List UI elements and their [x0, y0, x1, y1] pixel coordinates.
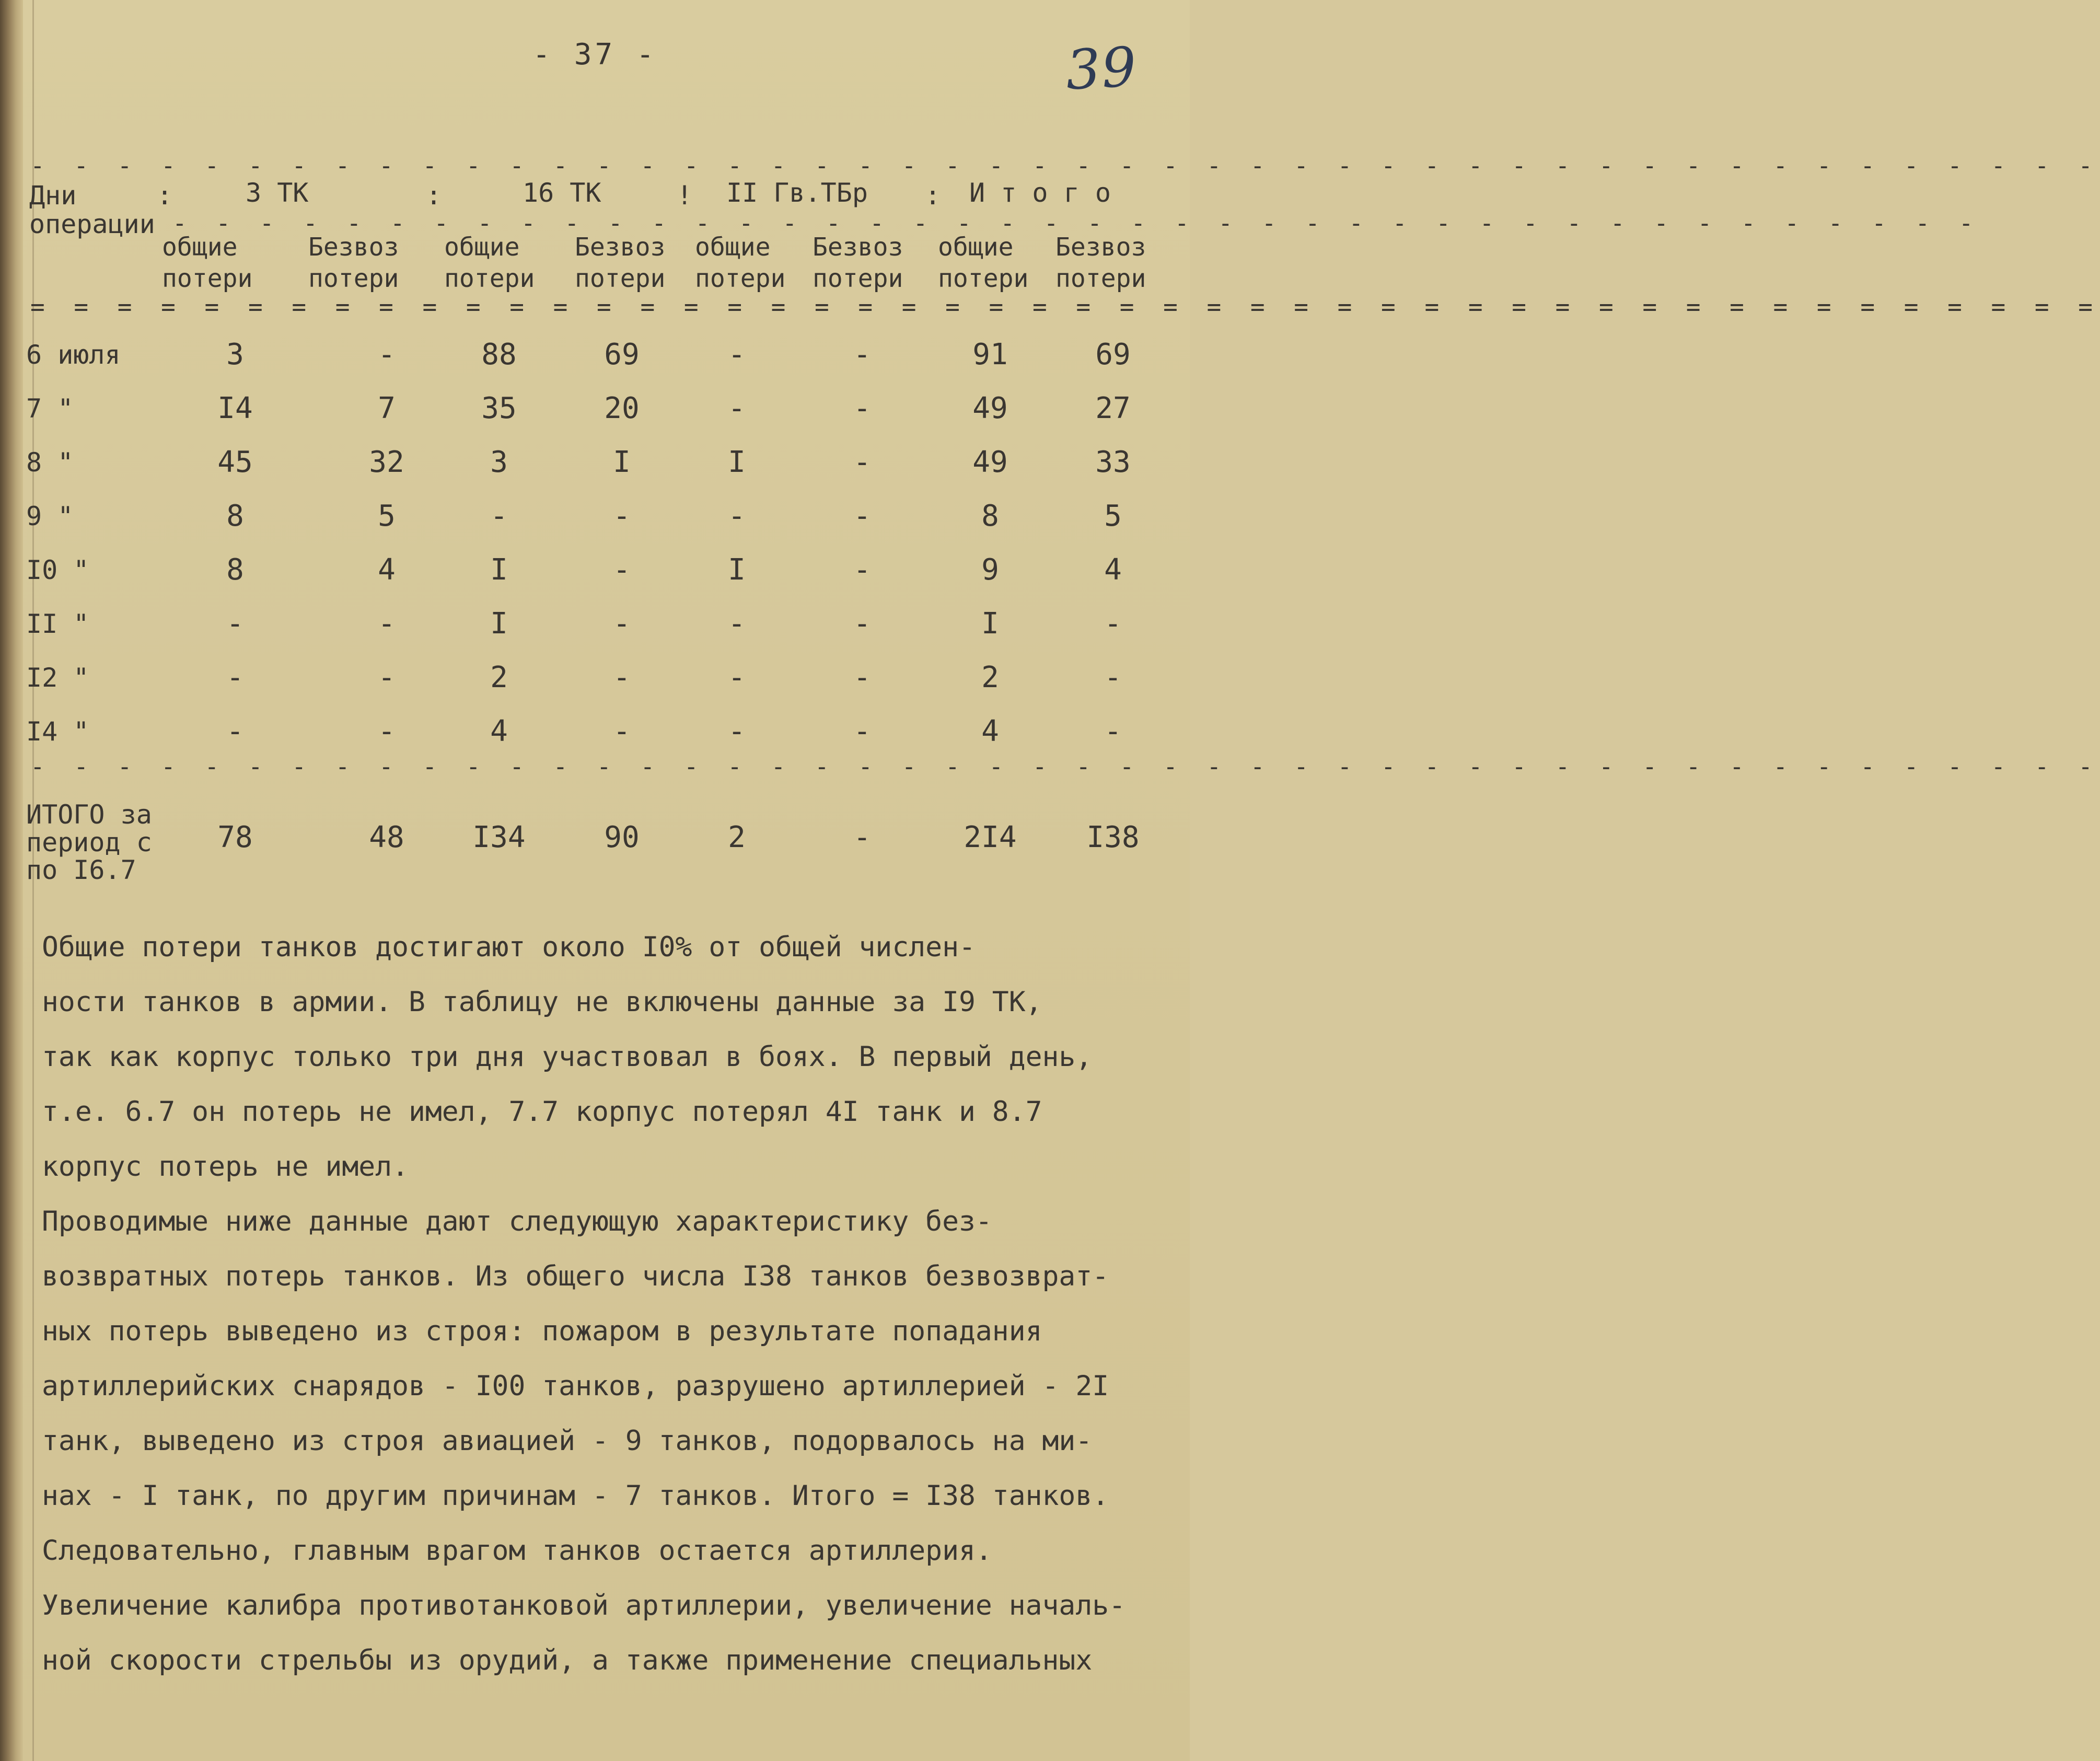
text-line: ных потерь выведено из строя: пожаром в результате попадания	[42, 1315, 1042, 1347]
header-mid-rule: - - - - - - - - - - - - - - - - - - - - - - - - - - - - - - - - - - - - - - - - - -	[172, 209, 1981, 237]
binding-edge	[0, 0, 23, 1761]
table-cell: -	[1104, 661, 1122, 694]
table-cell: -	[613, 607, 631, 641]
subheader-16tk-irrec-2: потери	[575, 264, 666, 293]
table-cell: I4	[217, 391, 253, 425]
subheader-3tk-irrec-2: потери	[308, 264, 399, 293]
subheader-3tk-total-2: потери	[162, 264, 253, 293]
subheader-11gv-irrec-1: Безвоз	[813, 233, 903, 262]
header-separator: :	[925, 180, 941, 211]
header-separator: !	[677, 180, 693, 211]
table-cell: -	[613, 661, 631, 694]
row-day-label: 8 "	[26, 447, 74, 478]
header-separator: :	[426, 180, 442, 211]
table-cell: 5	[1104, 499, 1122, 533]
subheader-3tk-total-1: общие	[162, 233, 238, 262]
header-operations: операции	[29, 209, 155, 239]
header-double-rule: = = = = = = = = = = = = = = = = = = = = = = = = = = = = = = = = = = = = = = = = = = = = = = = =	[30, 293, 2100, 321]
table-cell: -	[378, 714, 396, 748]
table-cell: 4	[1104, 553, 1122, 587]
table-cell: I	[490, 553, 508, 587]
archive-sheet-number: 39	[1064, 34, 1139, 102]
header-group-total: И т о г о	[969, 178, 1111, 208]
table-cell: 8	[981, 499, 999, 533]
body-text	[42, 920, 1165, 1688]
text-line: т.е. 6.7 он потерь не имел, 7.7 корпус потерял 4I танк и 8.7	[42, 1096, 1042, 1128]
subheader-16tk-irrec-1: Безвоз	[575, 233, 666, 262]
table-cell: 2	[490, 661, 508, 694]
table-cell: 49	[972, 391, 1008, 425]
row-day-label: 6 июля	[26, 340, 121, 370]
table-cell: -	[853, 553, 871, 587]
page-number: - 37 -	[532, 38, 657, 72]
subheader-3tk-irrec-1: Безвоз	[308, 233, 399, 262]
text-line: Увеличение калибра противотанковой артиллерии, увеличение началь-	[42, 1590, 1126, 1621]
total-cell: 2I4	[964, 820, 1017, 854]
row-day-label: I4 "	[26, 716, 89, 747]
table-cell: -	[378, 338, 396, 372]
table-cell: -	[378, 661, 396, 694]
row-day-label: I2 "	[26, 663, 89, 693]
table-cell: -	[226, 661, 244, 694]
text-line: возвратных потерь танков. Из общего числа I38 танков безвозврат-	[42, 1260, 1109, 1292]
table-cell: 4	[490, 714, 508, 748]
table-cell: -	[226, 607, 244, 641]
subheader-11gv-total-2: потери	[695, 264, 786, 293]
table-cell: -	[613, 714, 631, 748]
total-label-2: период с	[26, 827, 152, 858]
table-cell: 91	[972, 338, 1008, 372]
table-bottom-rule: - - - - - - - - - - - - - - - - - - - - - - - - - - - - - - - - - - - - - - - - - - - - - - - -	[30, 752, 2100, 781]
subheader-16tk-total-2: потери	[444, 264, 535, 293]
table-cell: 7	[378, 391, 396, 425]
table-cell: 27	[1095, 391, 1131, 425]
table-top-rule: - - - - - - - - - - - - - - - - - - - - - - - - - - - - - - - - - - - - - - - - - - - - - - - -	[30, 152, 2100, 180]
table-cell: -	[613, 499, 631, 533]
table-cell: 9	[981, 553, 999, 587]
table-cell: 45	[217, 445, 253, 479]
table-cell: I	[490, 607, 508, 641]
table-cell: -	[226, 714, 244, 748]
header-separator: :	[157, 180, 173, 211]
header-group-16tk: 16 ТК	[523, 178, 601, 208]
subheader-itogo-irrec-1: Безвоз	[1055, 233, 1146, 262]
row-day-label: 7 "	[26, 393, 74, 424]
table-cell: 2	[981, 661, 999, 694]
text-line: Проводимые ниже данные дают следующую характеристику без-	[42, 1206, 992, 1237]
table-cell: I	[981, 607, 999, 641]
total-cell: 78	[217, 820, 253, 854]
total-cell: 90	[604, 820, 640, 854]
table-cell: -	[613, 553, 631, 587]
table-cell: 5	[378, 499, 396, 533]
table-cell: 49	[972, 445, 1008, 479]
row-day-label: I0 "	[26, 555, 89, 585]
text-line: танк, выведено из строя авиацией - 9 танков, подорвалось на ми-	[42, 1425, 1093, 1457]
table-cell: -	[1104, 714, 1122, 748]
table-cell: 88	[481, 338, 517, 372]
table-cell: 8	[226, 499, 244, 533]
table-cell: -	[378, 607, 396, 641]
total-cell: I38	[1086, 820, 1140, 854]
table-cell: 33	[1095, 445, 1131, 479]
row-day-label: II "	[26, 609, 89, 639]
table-cell: 35	[481, 391, 517, 425]
text-line: ности танков в армии. В таблицу не включены данные за I9 ТК,	[42, 986, 1042, 1018]
table-cell: -	[853, 607, 871, 641]
subheader-11gv-total-1: общие	[695, 233, 771, 262]
subheader-16tk-total-1: общие	[444, 233, 520, 262]
table-cell: -	[853, 661, 871, 694]
total-cell: -	[853, 820, 871, 854]
text-line: корпус потерь не имел.	[42, 1151, 409, 1183]
table-cell: -	[728, 714, 746, 748]
subheader-itogo-total-1: общие	[938, 233, 1014, 262]
table-cell: 20	[604, 391, 640, 425]
subheader-itogo-irrec-2: потери	[1055, 264, 1146, 293]
total-cell: I34	[472, 820, 526, 854]
table-cell: -	[728, 391, 746, 425]
table-cell: -	[728, 338, 746, 372]
table-cell: -	[1104, 607, 1122, 641]
text-line: Следовательно, главным врагом танков остается артиллерия.	[42, 1535, 992, 1567]
header-group-3tk: 3 ТК	[246, 178, 309, 208]
table-cell: 4	[378, 553, 396, 587]
table-cell: -	[853, 391, 871, 425]
table-cell: -	[853, 714, 871, 748]
text-line: нах - I танк, по другим причинам - 7 танков. Итого = I38 танков.	[42, 1480, 1109, 1512]
row-day-label: 9 "	[26, 501, 74, 531]
text-line: артиллерийских снарядов - I00 танков, разрушено артиллерией - 2I	[42, 1370, 1109, 1402]
table-cell: -	[728, 499, 746, 533]
table-cell: 69	[604, 338, 640, 372]
table-cell: -	[853, 499, 871, 533]
text-line: так как корпус только три дня участвовал в боях. В первый день,	[42, 1041, 1093, 1073]
table-cell: I	[728, 553, 746, 587]
table-cell: 3	[490, 445, 508, 479]
table-cell: 69	[1095, 338, 1131, 372]
text-line: ной скорости стрельбы из орудий, а также применение специальных	[42, 1644, 1093, 1676]
subheader-itogo-total-2: потери	[938, 264, 1029, 293]
table-cell: 32	[369, 445, 404, 479]
subheader-11gv-irrec-2: потери	[813, 264, 903, 293]
text-line: Общие потери танков достигают около I0% от общей числен-	[42, 931, 976, 963]
total-label-3: по I6.7	[26, 855, 136, 885]
table-cell: 3	[226, 338, 244, 372]
total-cell: 2	[728, 820, 746, 854]
table-cell: -	[728, 661, 746, 694]
table-cell: -	[728, 607, 746, 641]
table-cell: 4	[981, 714, 999, 748]
header-days: Дни	[29, 180, 77, 211]
table-cell: 8	[226, 553, 244, 587]
table-cell: -	[490, 499, 508, 533]
table-cell: I	[613, 445, 631, 479]
table-cell: I	[728, 445, 746, 479]
total-cell: 48	[369, 820, 404, 854]
total-label-1: ИТОГО за	[26, 800, 152, 830]
table-cell: -	[853, 445, 871, 479]
header-group-11gvtbr: II Гв.ТБр	[726, 178, 868, 208]
table-cell: -	[853, 338, 871, 372]
